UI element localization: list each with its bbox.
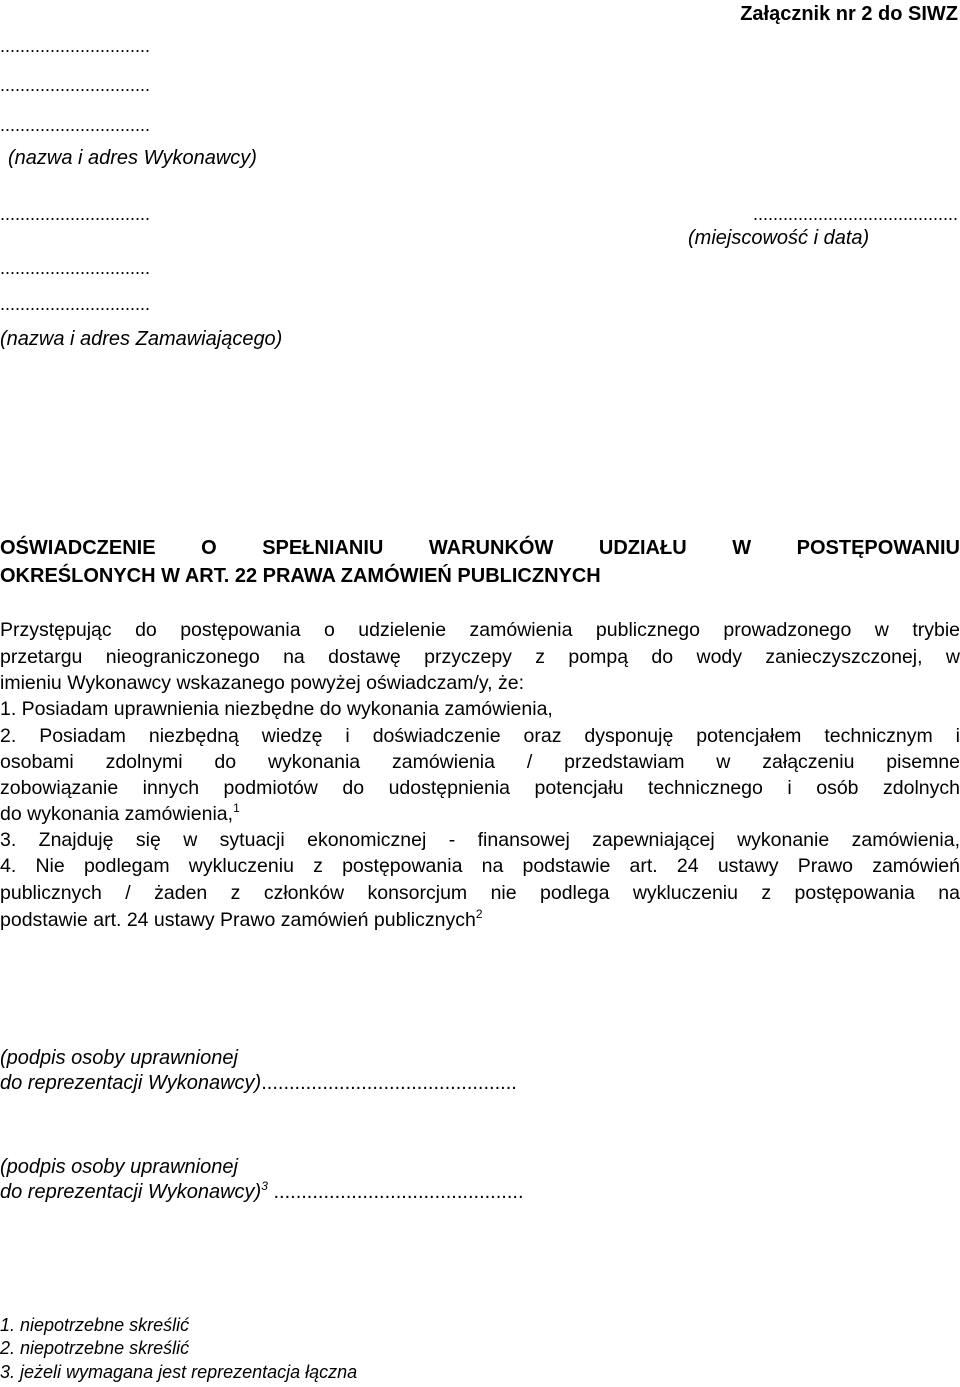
title-word: WARUNKÓW (428, 537, 554, 559)
contractor-dots-line-2: .............................. (0, 75, 151, 95)
client-dots-line-2: .............................. (0, 258, 151, 278)
item-3: 3. Znajduję się w sytuacji ekonomicznej - finansowej zapewniającej wykonanie zamówienia, (0, 829, 960, 851)
title-word: O (201, 537, 217, 559)
item-4-line-3 (0, 909, 483, 932)
signature-1-label-line-2 (0, 1071, 517, 1095)
item-2-line-4 (0, 803, 240, 826)
client-dots-line-3: .............................. (0, 294, 151, 314)
title-word: POSTĘPOWANIU (796, 537, 960, 559)
signature-1-label-line-1: (podpis osoby uprawnionej (0, 1047, 238, 1069)
signature-1-dots: .............................................. (261, 1072, 517, 1094)
title-word: W (732, 537, 752, 559)
title-word: UDZIAŁU (598, 537, 687, 559)
contractor-dots-line-1: .............................. (0, 36, 151, 56)
place-date-dots: ......................................... (752, 204, 958, 224)
title-word: OŚWIADCZENIE (0, 537, 156, 559)
item-2-line-4-text: do wykonania zamówienia, (0, 803, 234, 825)
title-line-2: OKREŚLONYCH W ART. 22 PRAWA ZAMÓWIEŃ PUBLICZNYCH (0, 565, 601, 587)
footnote-2: 2. niepotrzebne skreślić (0, 1338, 190, 1358)
signature-2-label-line-2 (0, 1180, 524, 1204)
item-4-line-2: publicznych / żaden z członków konsorcjum nie podlega wykluczeniu z postępowania na (0, 882, 960, 904)
intro-line-1: Przystępując do postępowania o udzielenie zamówienia publicznego prowadzonego w trybie (0, 619, 960, 641)
footnote-ref-3: 3 (261, 1179, 268, 1193)
item-4-line-3-text: podstawie art. 24 ustawy Prawo zamówień publicznych (0, 909, 476, 931)
signature-2-label-line-1: (podpis osoby uprawnionej (0, 1156, 238, 1178)
contractor-dots-line-3: .............................. (0, 115, 151, 135)
footnote-ref-1: 1 (233, 801, 240, 815)
item-2-line-2: osobami zdolnymi do wykonania zamówienia / przedstawiam w załączeniu pisemne (0, 751, 960, 773)
footnote-3: 3. jeżeli wymagana jest reprezentacja łączna (0, 1362, 358, 1382)
client-label: (nazwa i adres Zamawiającego) (0, 328, 283, 350)
attachment-label: Załącznik nr 2 do SIWZ (740, 3, 958, 25)
contractor-label: (nazwa i adres Wykonawcy) (8, 147, 257, 169)
signature-2-dots: ............................................. (273, 1181, 524, 1203)
item-2-line-3: zobowiązanie innych podmiotów do udostępnienia potencjału technicznego i osób zdolnych (0, 777, 960, 799)
client-dots-line-1: .............................. (0, 204, 151, 224)
intro-line-2: przetargu nieograniczonego na dostawę przyczepy z pompą do wody zanieczyszczonej, w (0, 646, 960, 668)
signature-1-label-text: do reprezentacji Wykonawcy) (0, 1072, 262, 1094)
item-2-line-1: 2. Posiadam niezbędną wiedzę i doświadczenie oraz dysponuję potencjałem technicznym i (0, 725, 960, 747)
signature-2-label-text: do reprezentacji Wykonawcy) (0, 1181, 262, 1203)
footnote-ref-2: 2 (475, 907, 483, 921)
item-1: 1. Posiadam uprawnienia niezbędne do wykonania zamówienia, (0, 698, 553, 720)
intro-line-3: imieniu Wykonawcy wskazanego powyżej oświadczam/y, że: (0, 672, 525, 694)
title-word: SPEŁNIANIU (262, 537, 384, 559)
footnote-1: 1. niepotrzebne skreślić (0, 1315, 190, 1335)
item-4-line-1: 4. Nie podlegam wykluczeniu z postępowania na podstawie art. 24 ustawy Prawo zamówień (0, 855, 960, 877)
title-line-1 (0, 536, 960, 560)
place-date-label: (miejscowość i data) (688, 227, 870, 249)
